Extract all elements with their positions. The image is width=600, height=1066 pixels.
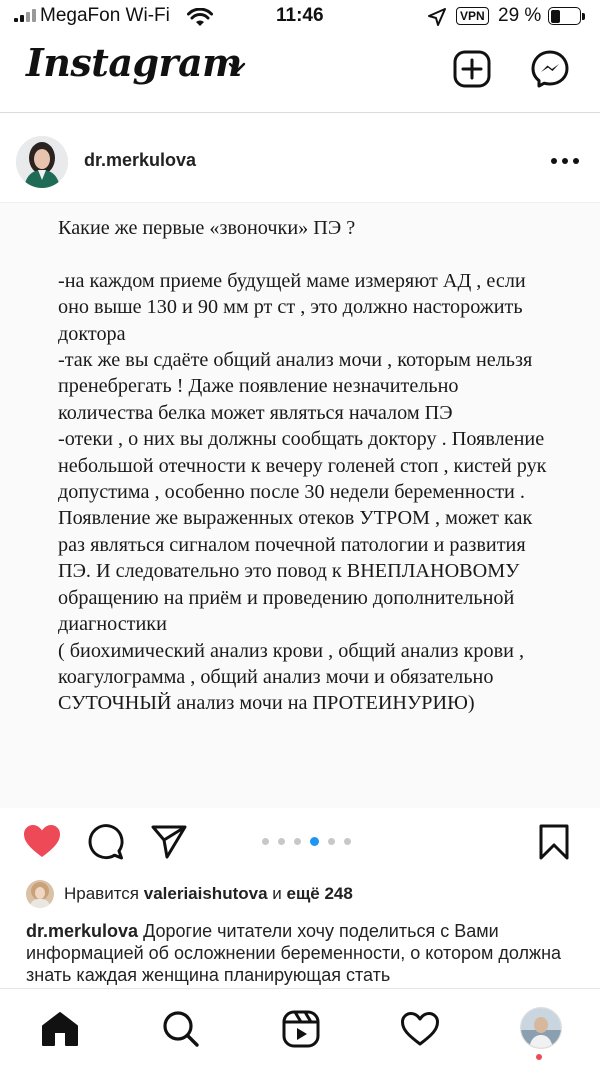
vpn-badge: VPN: [456, 7, 489, 25]
carrier-label: MegaFon Wi-Fi: [40, 5, 170, 26]
battery-percent: 29 %: [498, 5, 542, 26]
post-caption[interactable]: [26, 920, 586, 986]
liker-username[interactable]: valeriaishutova: [143, 884, 268, 903]
share-icon[interactable]: [150, 824, 188, 860]
chevron-down-icon[interactable]: [228, 62, 246, 74]
caption-text: Дорогие читатели хочу поделиться с Вами информацией об осложнении беременности, о котором должна знать каждая женщина планирующая стать: [26, 921, 562, 985]
carousel-dot: [278, 838, 285, 845]
header-divider: [0, 112, 600, 113]
home-icon[interactable]: [41, 1011, 79, 1047]
heart-filled-icon[interactable]: [22, 823, 62, 859]
post-username[interactable]: dr.merkulova: [84, 150, 197, 170]
likes-prefix: Нравится: [64, 884, 140, 903]
notification-dot: [536, 1054, 542, 1060]
location-arrow-icon: [428, 8, 446, 26]
bottom-tab-bar: [0, 989, 600, 1066]
post-author-avatar[interactable]: [16, 136, 68, 188]
bookmark-icon[interactable]: [538, 823, 570, 861]
battery-icon: [548, 7, 584, 25]
caption-username[interactable]: dr.merkulova: [26, 921, 139, 941]
likes-conj: и: [272, 884, 282, 903]
signal-icon: [14, 9, 36, 22]
clock: 11:46: [276, 5, 324, 26]
instagram-logo[interactable]: Instagram: [26, 40, 242, 85]
carousel-dot: [328, 838, 335, 845]
comment-icon[interactable]: [88, 824, 124, 860]
new-post-icon[interactable]: [453, 50, 491, 88]
activity-heart-icon[interactable]: [400, 1011, 440, 1047]
search-icon[interactable]: [162, 1010, 200, 1048]
likes-count[interactable]: ещё 248: [286, 884, 353, 903]
liker-avatar[interactable]: [26, 880, 54, 908]
carousel-dot: [294, 838, 301, 845]
carousel-dot: [262, 838, 269, 845]
reels-icon[interactable]: [282, 1010, 320, 1048]
post-image[interactable]: [0, 203, 600, 808]
messenger-icon[interactable]: [530, 49, 570, 89]
more-icon[interactable]: [550, 157, 580, 165]
carousel-indicator: [262, 833, 360, 851]
profile-avatar[interactable]: [520, 1007, 562, 1049]
carousel-dot: [310, 837, 319, 846]
status-bar: [0, 0, 600, 34]
carousel-dot: [344, 838, 351, 845]
likes-summary[interactable]: [64, 884, 353, 904]
wifi-icon: [187, 8, 213, 27]
post-image-text: Какие же первые «звоночки» ПЭ ? -на каждом приеме будущей маме измеряют АД , если оно выше 130 и 90 мм рт ст , это должно насторожить доктора -так же вы сдаёте общий анализ мочи , которым нельзя пренебрегать ! Даже появление незначительно количества белка может являться началом ПЭ -отеки , о них вы должны сообщать доктору . Появление небольшой отечности к вечеру голеней стоп , кистей рук допустима , особенно после 30 недели беременности . Появление же выраженных отеков УТРОМ , может как раз являться сигналом почечной патологии и развития ПЭ. И следовательно это повод к ВНЕПЛАНОВОМУ обращению на приём и проведению дополнительной диагностики ( биохимический анализ крови , общий анализ крови , коагулограмма , общий анализ мочи и обязательно СУТОЧНЫЙ анализ мочи на ПРОТЕИНУРИЮ): [58, 217, 547, 715]
